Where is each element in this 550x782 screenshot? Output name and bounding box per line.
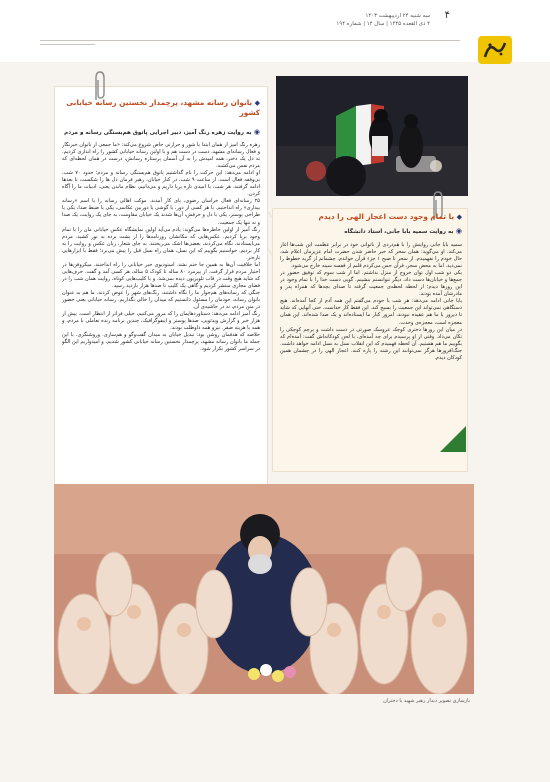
- right-article-body: [280, 242, 462, 464]
- green-corner-decoration: [440, 426, 466, 452]
- photo-caption: بازسازی تصویر دیدار رهبر شهید با دختران: [383, 698, 470, 704]
- paragraph: رنگ آمیز ادامه می‌دهد: دستاوردهایمان را که مرور می‌کنیم، خیلی فراتر از انتظار است. بیش از هزار خبر و گزارش ویدئویی، صدها پوستر و اینفوگرافیک، چندین برنامه زنده تعاملی با مردم، و همه با هزینه صفر. نیرو همه داوطلب بودند.: [62, 311, 260, 332]
- right-article-byline-text: به روایت سمیه بابا جانی، استاد دانشگاه: [344, 229, 454, 235]
- title-bullet-icon: ◆: [252, 99, 260, 107]
- left-article-title: [60, 98, 260, 118]
- title-bullet-icon: ◆: [454, 213, 462, 221]
- issue-number: ۴ ذی القعده ۱۴۴۵ | سال ۱۴ | شماره ۱۹۴: [336, 21, 430, 27]
- left-article-byline: [60, 128, 260, 137]
- leader-meeting-photo: [54, 484, 474, 694]
- byline-bullet-icon: ◉: [251, 128, 260, 136]
- paragraph: بابا جانی ادامه می‌دهد: هر شب با خودم می‌گفتم این همه آدم از کجا آمده‌اند. هیچ دستگاهی نمی‌تواند این جمعیت را بسیج کند. این فقط کار خداست. حتی آنهایی که شاید تا دیروز با ما هم عقیده نبودند، امروز کنار ما ایستاده‌اند و یک صدا شده‌اند. این همان معجزه است، معجزه‌ی وحدت.: [280, 298, 462, 326]
- paragraph: رنگ آمیز از اولین خاطره‌ها می‌گوید: یادم می‌آید اولین نمایشگاه عکس خیابانی مان را با تمام وجود برپا کردیم. عکس‌هایی که مکانشان روزنامه‌ها را از پشت پرده به نور کشید. مردم می‌ایستادند، نگاه می‌کردند، بعضی‌ها اشک می‌ریختند. به جای شعار، زبان عکس و روایت را به کار بردیم. خواستیم بگوییم که این نسل، همان راه نسل قبل را پیش می‌برد؛ فقط با ابزارهایی تازه‌تر.: [62, 226, 260, 261]
- byline-bullet-icon: ◉: [453, 227, 462, 235]
- right-article-title: [278, 212, 462, 222]
- paragraph: در میان این روزها دختری کوچک عروسک صورتی در دست داشت و پرچم کوچکی را تکان می‌داد. وقتی از او پرسیدم برای چه آمده‌ای، با لحن کودکانه‌اش گفت: آمده‌ام که بگوییم ما هم هستیم. آن لحظه فهمیدم که این انقلاب نسل به نسل ادامه خواهد داشت. جنگ‌افروزها هرگز نمی‌توانند این رشته را پاره کنند. اعجاز الهی را در چشمان همین کودکان دیدم.: [280, 326, 462, 361]
- gathering-image: [54, 484, 474, 694]
- left-article-body: [62, 142, 260, 534]
- left-article-byline-text: به روایت زهره رنگ آمیز، دبیر اجرایی پاتوق هم‌بستگی رسانه و مردم: [64, 130, 252, 136]
- rally-photo: [276, 76, 468, 196]
- left-article-title-text: بانوان رسانه مشهد، پرچمدار نخستین رسانه خیابانی کشور: [66, 98, 260, 117]
- paragraph: یکی دو شب اول توان خروج از منزل نداشتم. اما از شب سوم که توفیق حضور در جمع‌ها و خیابان‌ها دست داد، دیگر نتوانستم بنشینم. گویی دست خدا را با تمام وجود در این روزها دیدم؛ از لحظه لحظه‌ی جمعیت گرفته تا صدای بچه‌ها که همراه پدر و مادرشان آمده بودند.: [280, 270, 462, 298]
- paragraph: خلاصه که هدفمان روشن بود: تبدیل خیابان به میدان گفت‌وگو و هم‌سازی. وروشنگری. با این جمله ما بانوان رسانه مشهد، پرچمدار نخستین رسانه خیابانی کشور شدیم، و امیدواریم این الگو در سراسر کشور تکرار شود.: [62, 332, 260, 353]
- paragraph: اما خلاقیت آن‌ها به همین جا ختم نشد. استودیوی خبر خیابانی را راه انداختند. میکروفن‌ها در اختیار مردم قرار گرفت. از پیرمرد ۸۰ ساله تا کودک ۵ ساله، هر کسی آمد و گفت. حرف‌هایی که شاید هیچ وقت در قاب تلویزیون دیده نمی‌شد. و با کلیپ‌هایی کوتاه، روایت همان شب را در فضای مجازی منتشر کردیم و گاهی یک کلیپ تا صدها هزار بازدید رسید.: [62, 261, 260, 289]
- paragraph: ۲۵ رسانه‌ای فعال خراسان رضوی، پای کار آمدند. موکب اهالی رسانه را با اسم «رسانه بیداری» راه انداختیم. تا هر کسی از دور، با گوشی یا دوربین عکاسی، یکی با ضبط صدا، یکی با طراحی پوستر، یکی با دل و حرفش، آن‌ها شدند یک خیابان مقاومت، به جای یک روایت، یک صدا و نه تنها یک جمعیت.: [62, 198, 260, 226]
- right-article-byline: [278, 227, 462, 236]
- night-rally-image: [276, 76, 468, 196]
- issue-date: سه شنبه ۲۴ اردیبهشت ۱۴۰۳: [365, 13, 430, 19]
- paragraph: زهره رنگ آمیز از همان ابتدا با شور و حرارتی خاص شروع می‌کند: «ما جمعی از بانوان خبرنگار و فعال رسانه‌ای مشهد، دست در دست هم و با اولین رسانه خیابانی کشور را راه اندازی کردیم. ته دل یک دختر، همه امیدش را به آن آسمان پرستاره رسانش، درست در همان لحظه‌ای که مردم نفس می‌کشند.: [62, 142, 260, 170]
- paragraph: او ادامه می‌دهد: این حرکت را نام گذاشتیم پاتوق هم‌بستگی رسانه و مردم؛ حدود ۷۰ شب، بی‌وقفه فعال است. از ساعت ۹ شب، در کنار خیابان، رهبر فرمان دل ها را شکست، تا بعدها ادامه گرفتند. هر شب، با امیدی تازه برپا داریم و می‌دانیم، نظام ماندن یعنی، ادبیات ما را آگاه کردن.: [62, 170, 260, 198]
- paragraph: سمیه بابا جانی روایتش را با هم‌دردی از ناتوانی خود در برابر عظمت این شب‌ها آغاز می‌کند. او می‌گوید: همان سحر که خبر حاضر شدن حضرت امام عزیزمان اعلام شد، حال خودم را نفهمیدم. از سحر تا صبح ۱ جزء قرآن خواندم. چشمانم از گریه خطوط را نمی‌دید. اما به محض سحر، قرآن حس می‌کردم قلبم از قفسه سینه خارج می‌شود.: [280, 242, 462, 270]
- page-number: ۴: [444, 10, 450, 21]
- paragraph: جنگی که رسانه‌های هم‌جوار ما را نگاه داشتند، رنگ‌های شهر را عوض کردند. ما هم به عنوان بانوان رسانه، خودمان را مسئول دانستیم که میدان را خالی نگذاریم. رسانه خیابانی یعنی حضور در متن مردم، نه در حاشیه‌ی آن.: [62, 289, 260, 311]
- right-article-title-text: با تمام وجود دست اعجاز الهی را دیدم: [318, 212, 455, 221]
